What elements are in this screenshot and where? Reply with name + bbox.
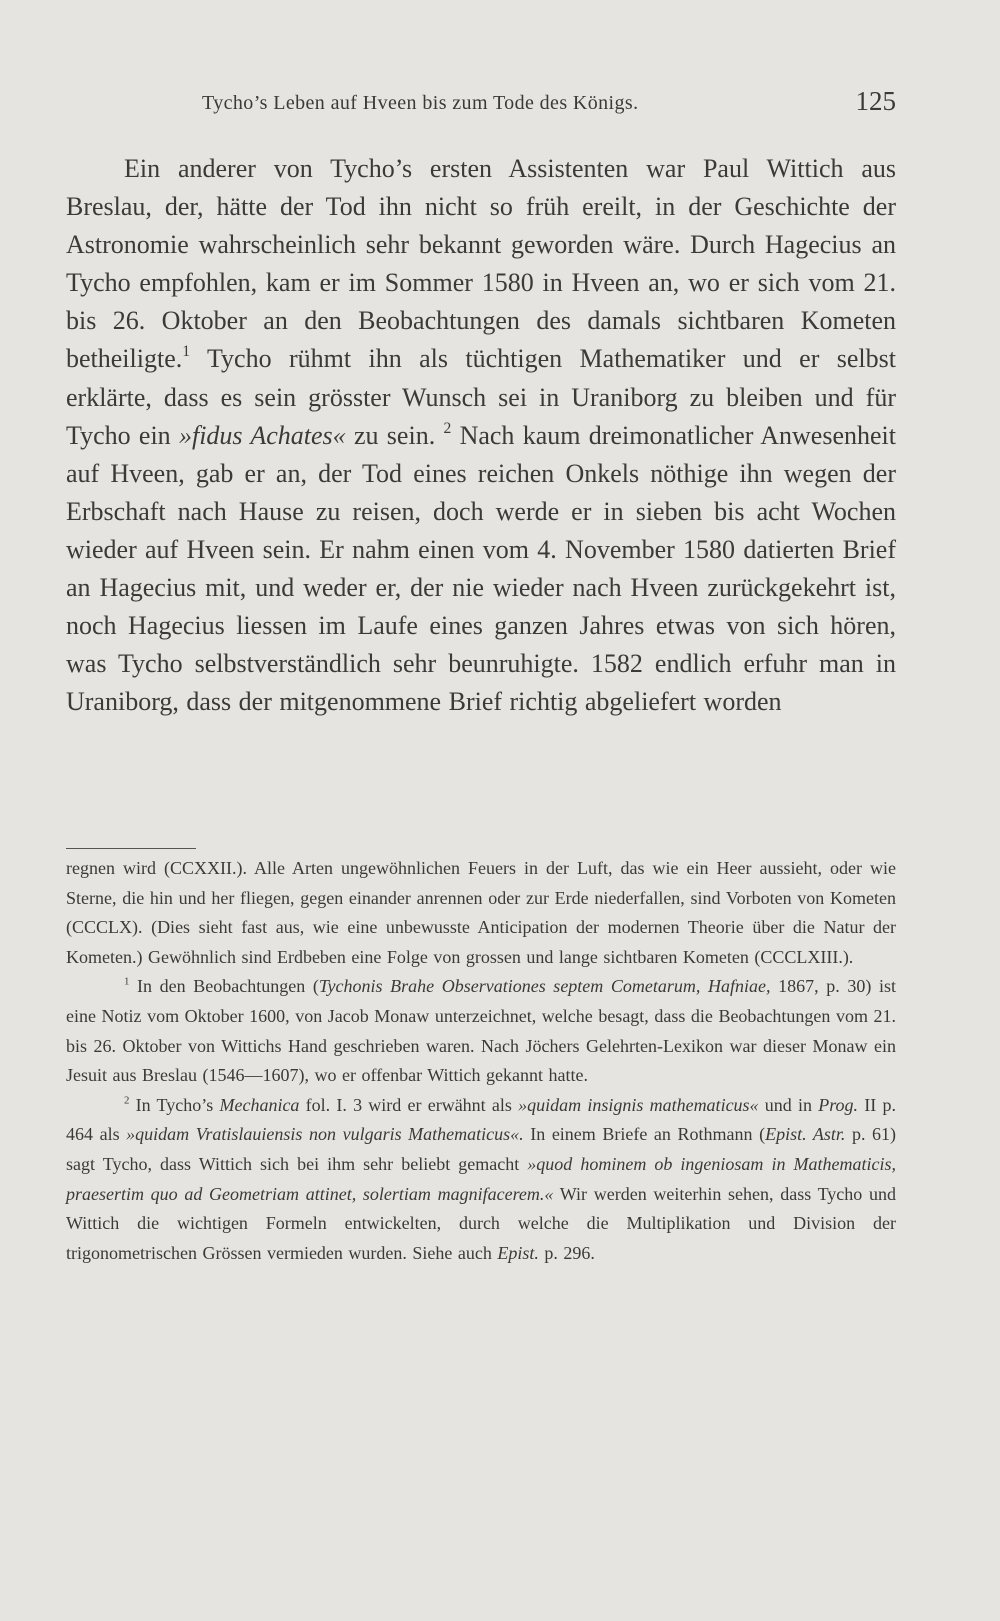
running-title: Tycho’s Leben auf Hveen bis zum Tode des Königs. [202, 92, 639, 114]
body-text-part: Nach kaum dreimonatlicher Anwesenheit auf Hveen, gab er an, der Tod eines reichen Onkels nöthige ihn wegen der Erbschaft nach Hause zu reisen, doch werde er in sieben bis acht Wochen wieder auf Hveen sein. Er nahm einen vom 4. November 1580 datierten Brief an Hagecius mit, und weder er, der nie wieder nach Hveen zurückgekehrt ist, noch Hagecius liessen im Laufe eines ganzen Jahres etwas von sich hören, was Tycho selbstverständlich sehr beunruhigte. 1582 endlich erfuhr man in Uraniborg, dass der mitgenommene Brief richtig abgeliefert worden [66, 420, 896, 717]
footnote-quote: »quidam Vratislauiensis non vulgaris Mathematicus«. [126, 1124, 524, 1145]
footnote-text: fol. I. 3 wird er erwähnt als [299, 1094, 519, 1115]
page-number: 125 [855, 86, 896, 116]
footnote-text: Wir werden weiterhin sehen, dass Tycho und Wittich die wichtigen Formeln entwickelten, durch welche die Multiplikation und Division der trigonometrischen Grössen vermieden wurden. Siehe auch [66, 1183, 896, 1263]
footnote-text: In einem Briefe an Rothmann ( [523, 1124, 766, 1145]
body-text-part: Ein anderer von Tycho’s ersten Assistenten war Paul Wittich aus Breslau, der, hätte der Tod ihn nicht so früh ereilt, in der Geschichte der Astronomie wahrscheinlich sehr bekannt geworden wäre. Durch Hagecius an Tycho empfohlen, kam er im Sommer 1580 in Hveen an, wo er sich vom 21. bis 26. Oktober an den Beobachtungen des damals sichtbaren Kometen betheiligte. [66, 154, 896, 374]
footnote-text: II p. 464 als [66, 1094, 896, 1145]
footnote-text: und in [758, 1094, 819, 1115]
footnote-citation: Prog. [818, 1094, 859, 1115]
latin-phrase: »fidus Achates« [178, 420, 346, 450]
footnote-separator [66, 848, 196, 849]
footnote-text: p. 61) sagt Tycho, dass Wittich sich bei ihm sehr beliebt gemacht [66, 1124, 897, 1174]
footnote-quote: »quidam insignis mathematicus« [518, 1094, 759, 1115]
main-paragraph [66, 150, 896, 721]
footnote-2 [66, 1091, 896, 1269]
footnote-citation: Mechanica [219, 1094, 300, 1115]
footnote-text: 1867, p. 30) ist eine Notiz vom Oktober 1600, von Jacob Monaw unterzeichnet, welche besagt, dass die Beobachtungen vom 21. bis 26. Oktober von Wittichs Hand geschrieben waren. Nach Jöchers Gelehrten-Lexikon war dieser Monaw ein Jesuit aus Breslau (1546—1607), wo er offenbar Wittich gekannt hatte. [66, 976, 896, 1086]
footnote-reference-1: 1 [182, 343, 191, 361]
footnotes [66, 854, 896, 1268]
page-header [66, 88, 896, 124]
footnote-citation: Tychonis Brahe Observationes septem Cometarum, Hafniae, [318, 976, 771, 997]
body-text-part: zu sein. [345, 420, 444, 450]
footnote-citation: Epist. [497, 1242, 539, 1263]
body-text-part: Tycho rühmt ihn als tüchtigen Mathematiker und er selbst erklärte, dass es sein grösster Wunsch sei in Uraniborg zu bleiben und für Tycho ein [66, 344, 896, 450]
footnote-continuation: regnen wird (CCXXII.). Alle Arten ungewöhnlichen Feuers in der Luft, das wie ein Heer aussieht, oder wie Sterne, die hin und her fliegen, gegen einander anrennen oder zur Erde niederfallen, sind Vorboten von Kometen (CCCLX). (Dies sieht fast aus, wie eine unbewusste Anticipation der modernen Theorie über die Natur der Kometen.) Gewöhnlich sind Erdbeben eine Folge von grossen und lange sichtbaren Kometen (CCCLXIII.). [66, 858, 896, 967]
footnote-2-marker: 2 [124, 1094, 130, 1107]
footnote-reference-2: 2 [443, 419, 452, 437]
footnote-1-marker: 1 [124, 975, 130, 988]
footnote-text: In Tycho’s [129, 1094, 220, 1115]
footnote-text: In den Beobachtungen ( [129, 976, 319, 997]
footnote-text: p. 296. [538, 1242, 595, 1263]
footnote-quote: »quod hominem ob ingeniosam in Mathematicis, praesertim quo ad Geometriam attinet, solertiam magnifacerem.« [66, 1153, 897, 1204]
footnote-1 [66, 972, 896, 1090]
footnote-citation: Epist. Astr. [765, 1124, 846, 1145]
